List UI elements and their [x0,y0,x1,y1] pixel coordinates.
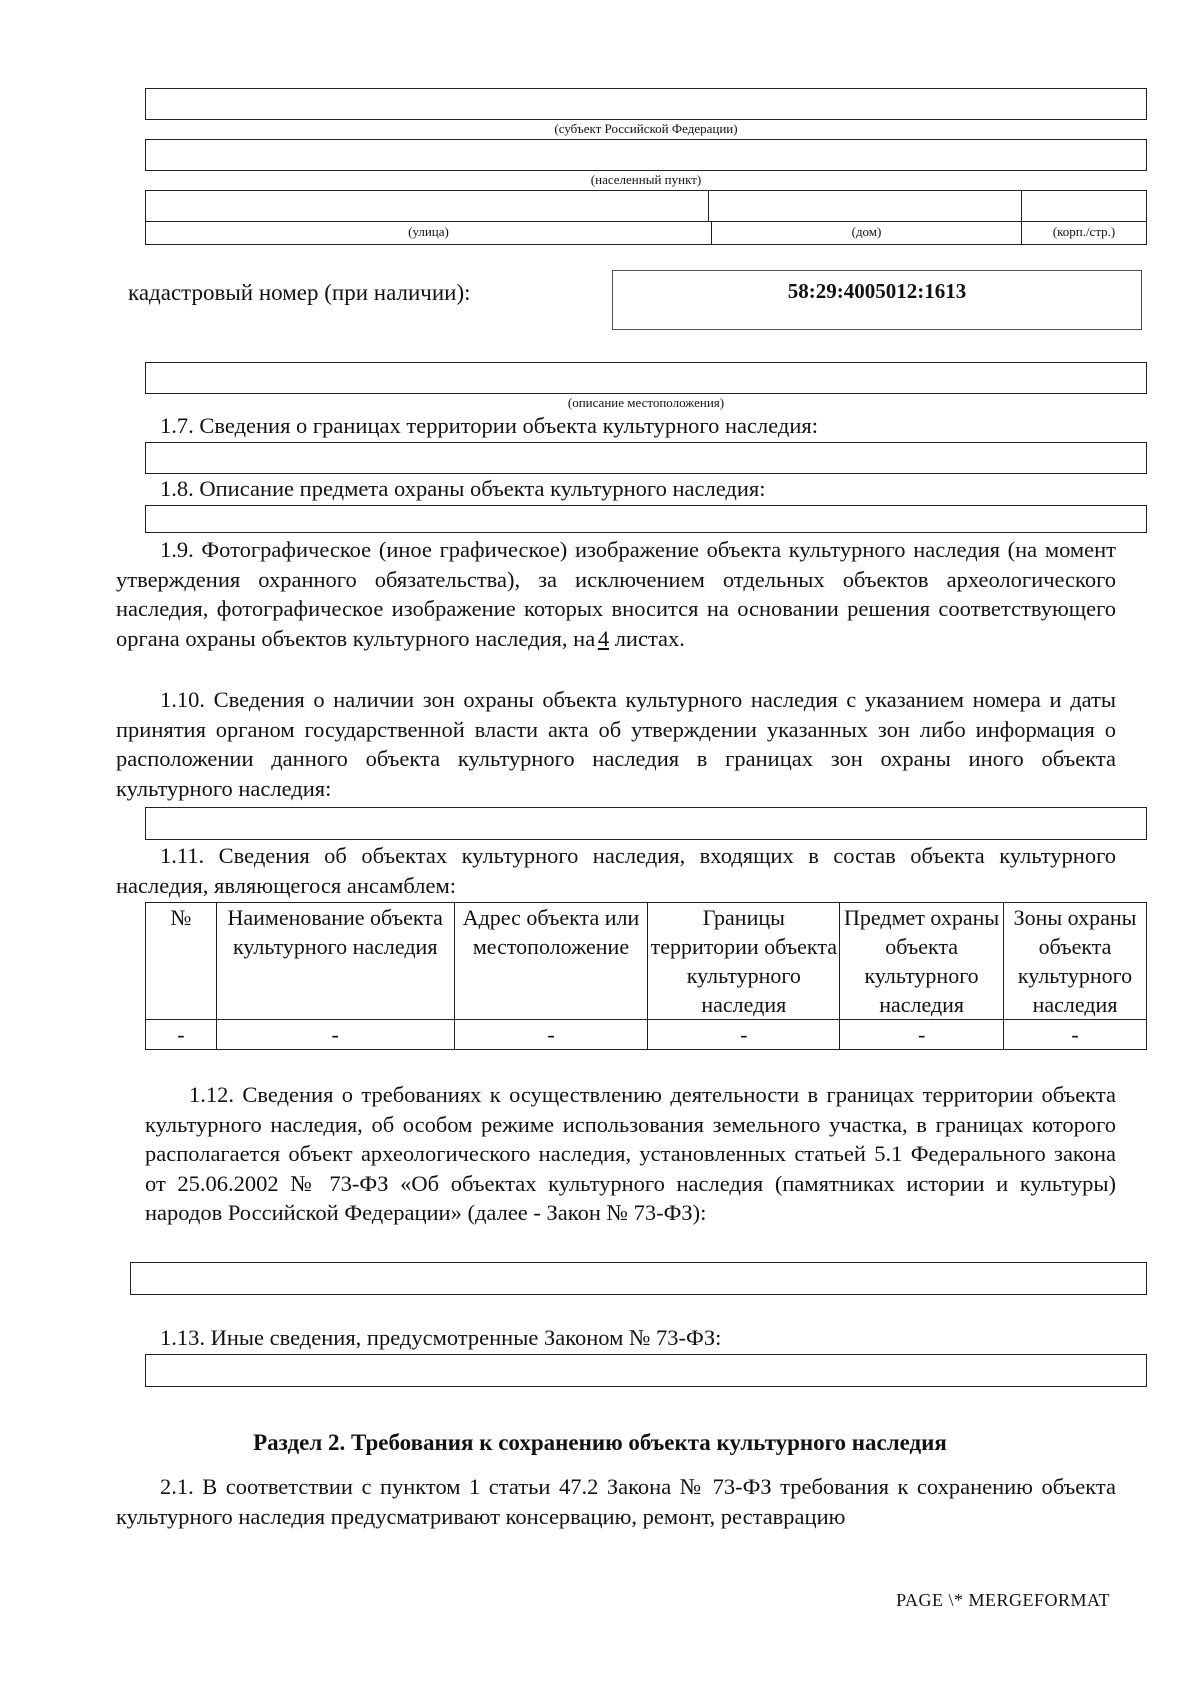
location-caption: (описание местоположения) [567,395,725,410]
col-number: № [146,903,217,1020]
page-footer: PAGE \* MERGEFORMAT [896,1590,1110,1610]
section-1-7-field[interactable] [145,442,1147,474]
locality-caption: (населенный пункт) [590,172,702,187]
building-field[interactable] [1021,190,1147,222]
cell-protection-subject: - [840,1020,1004,1050]
cadastral-number[interactable]: 58:29:4005012:1613 [612,270,1142,330]
cell-number: - [146,1020,217,1050]
sheets-count: 4 [597,625,610,651]
section-1-9 [116,535,1116,653]
col-protection-subject: Предмет охраны объекта культурного наследия [840,903,1004,1020]
section-1-11: 1.11. Сведения об объектах культурного наследия, входящих в состав объекта культурного наследия, являющегося ансамблем: [116,843,1116,898]
house-caption: (дом) [851,224,882,239]
ensemble-table-header [146,903,1147,1020]
street-field[interactable] [145,190,709,222]
section-1-13-field[interactable] [145,1354,1147,1387]
section-1-12: 1.12. Сведения о требованиях к осуществлению деятельности в границах территории объекта культурного наследия, об особом режиме использования земельного участка, в границах которого располагается объект археологического наследия, установленных статьей 5.1 Федерального закона от 25.06.2002 № 73-ФЗ «Об объектах культурного наследия (памятниках истории и культуры) народов Российской Федерации» (далее - Закон № 73-ФЗ): [145,1082,1116,1225]
table-row [146,1020,1147,1050]
col-name: Наименование объекта культурного наследия [216,903,454,1020]
subject-caption: (субъект Российской Федерации) [554,121,738,136]
col-address: Адрес объекта или местоположение [454,903,648,1020]
cell-address: - [454,1020,648,1050]
street-caption: (улица) [408,224,449,239]
section-2-1: 2.1. В соответствии с пунктом 1 статьи 47.2 Закона № 73-ФЗ требования к сохранению объекта культурного наследия предусматривают консервацию, ремонт, реставрацию [116,1474,1116,1529]
section-1-10: 1.10. Сведения о наличии зон охраны объекта культурного наследия с указанием номера и даты принятия органом государственной власти акта об утверждении указанных зон либо информация о расположении данного объекта культурного наследия в границах зон охраны иного объекта культурного наследия: [116,687,1116,801]
cadastral-label: кадастровый номер (при наличии): [128,280,471,305]
col-boundaries: Границы территории объекта культурного наследия [648,903,840,1020]
house-field[interactable] [708,190,1022,222]
section-1-7: 1.7. Сведения о границах территории объекта культурного наследия: [160,413,818,438]
section-1-8: 1.8. Описание предмета охраны объекта культурного наследия: [160,476,766,501]
section-1-13: 1.13. Иные сведения, предусмотренные Законом № 73-ФЗ: [160,1325,722,1350]
section-2-title: Раздел 2. Требования к сохранению объекта культурного наследия [253,1430,947,1455]
col-protection-zones: Зоны охраны объекта культурного наследия [1004,903,1147,1020]
sheets-word: листах. [609,625,685,651]
house-caption-cell [711,221,1022,245]
locality-field[interactable] [145,139,1147,171]
building-caption-cell [1021,221,1147,245]
location-field[interactable] [145,362,1147,394]
street-caption-cell [145,221,712,245]
cell-protection-zones: - [1004,1020,1147,1050]
ensemble-table [145,902,1147,1050]
cell-boundaries: - [648,1020,840,1050]
section-1-12-field[interactable] [130,1262,1147,1295]
section-1-9-text: 1.9. Фотографическое (иное графическое) изображение объекта культурного наследия (на момент утверждения охранного обязательства), за исключением отдельных объектов археологического наследия, фотографическое изображение которых вносится на основании решения соответствующего органа охраны объектов культурного наследия, на [116,537,1116,651]
section-1-10-field[interactable] [145,807,1147,840]
cell-name: - [216,1020,454,1050]
section-1-8-field[interactable] [145,505,1147,533]
subject-field[interactable] [145,88,1147,120]
building-caption: (корп./стр.) [1052,224,1116,239]
